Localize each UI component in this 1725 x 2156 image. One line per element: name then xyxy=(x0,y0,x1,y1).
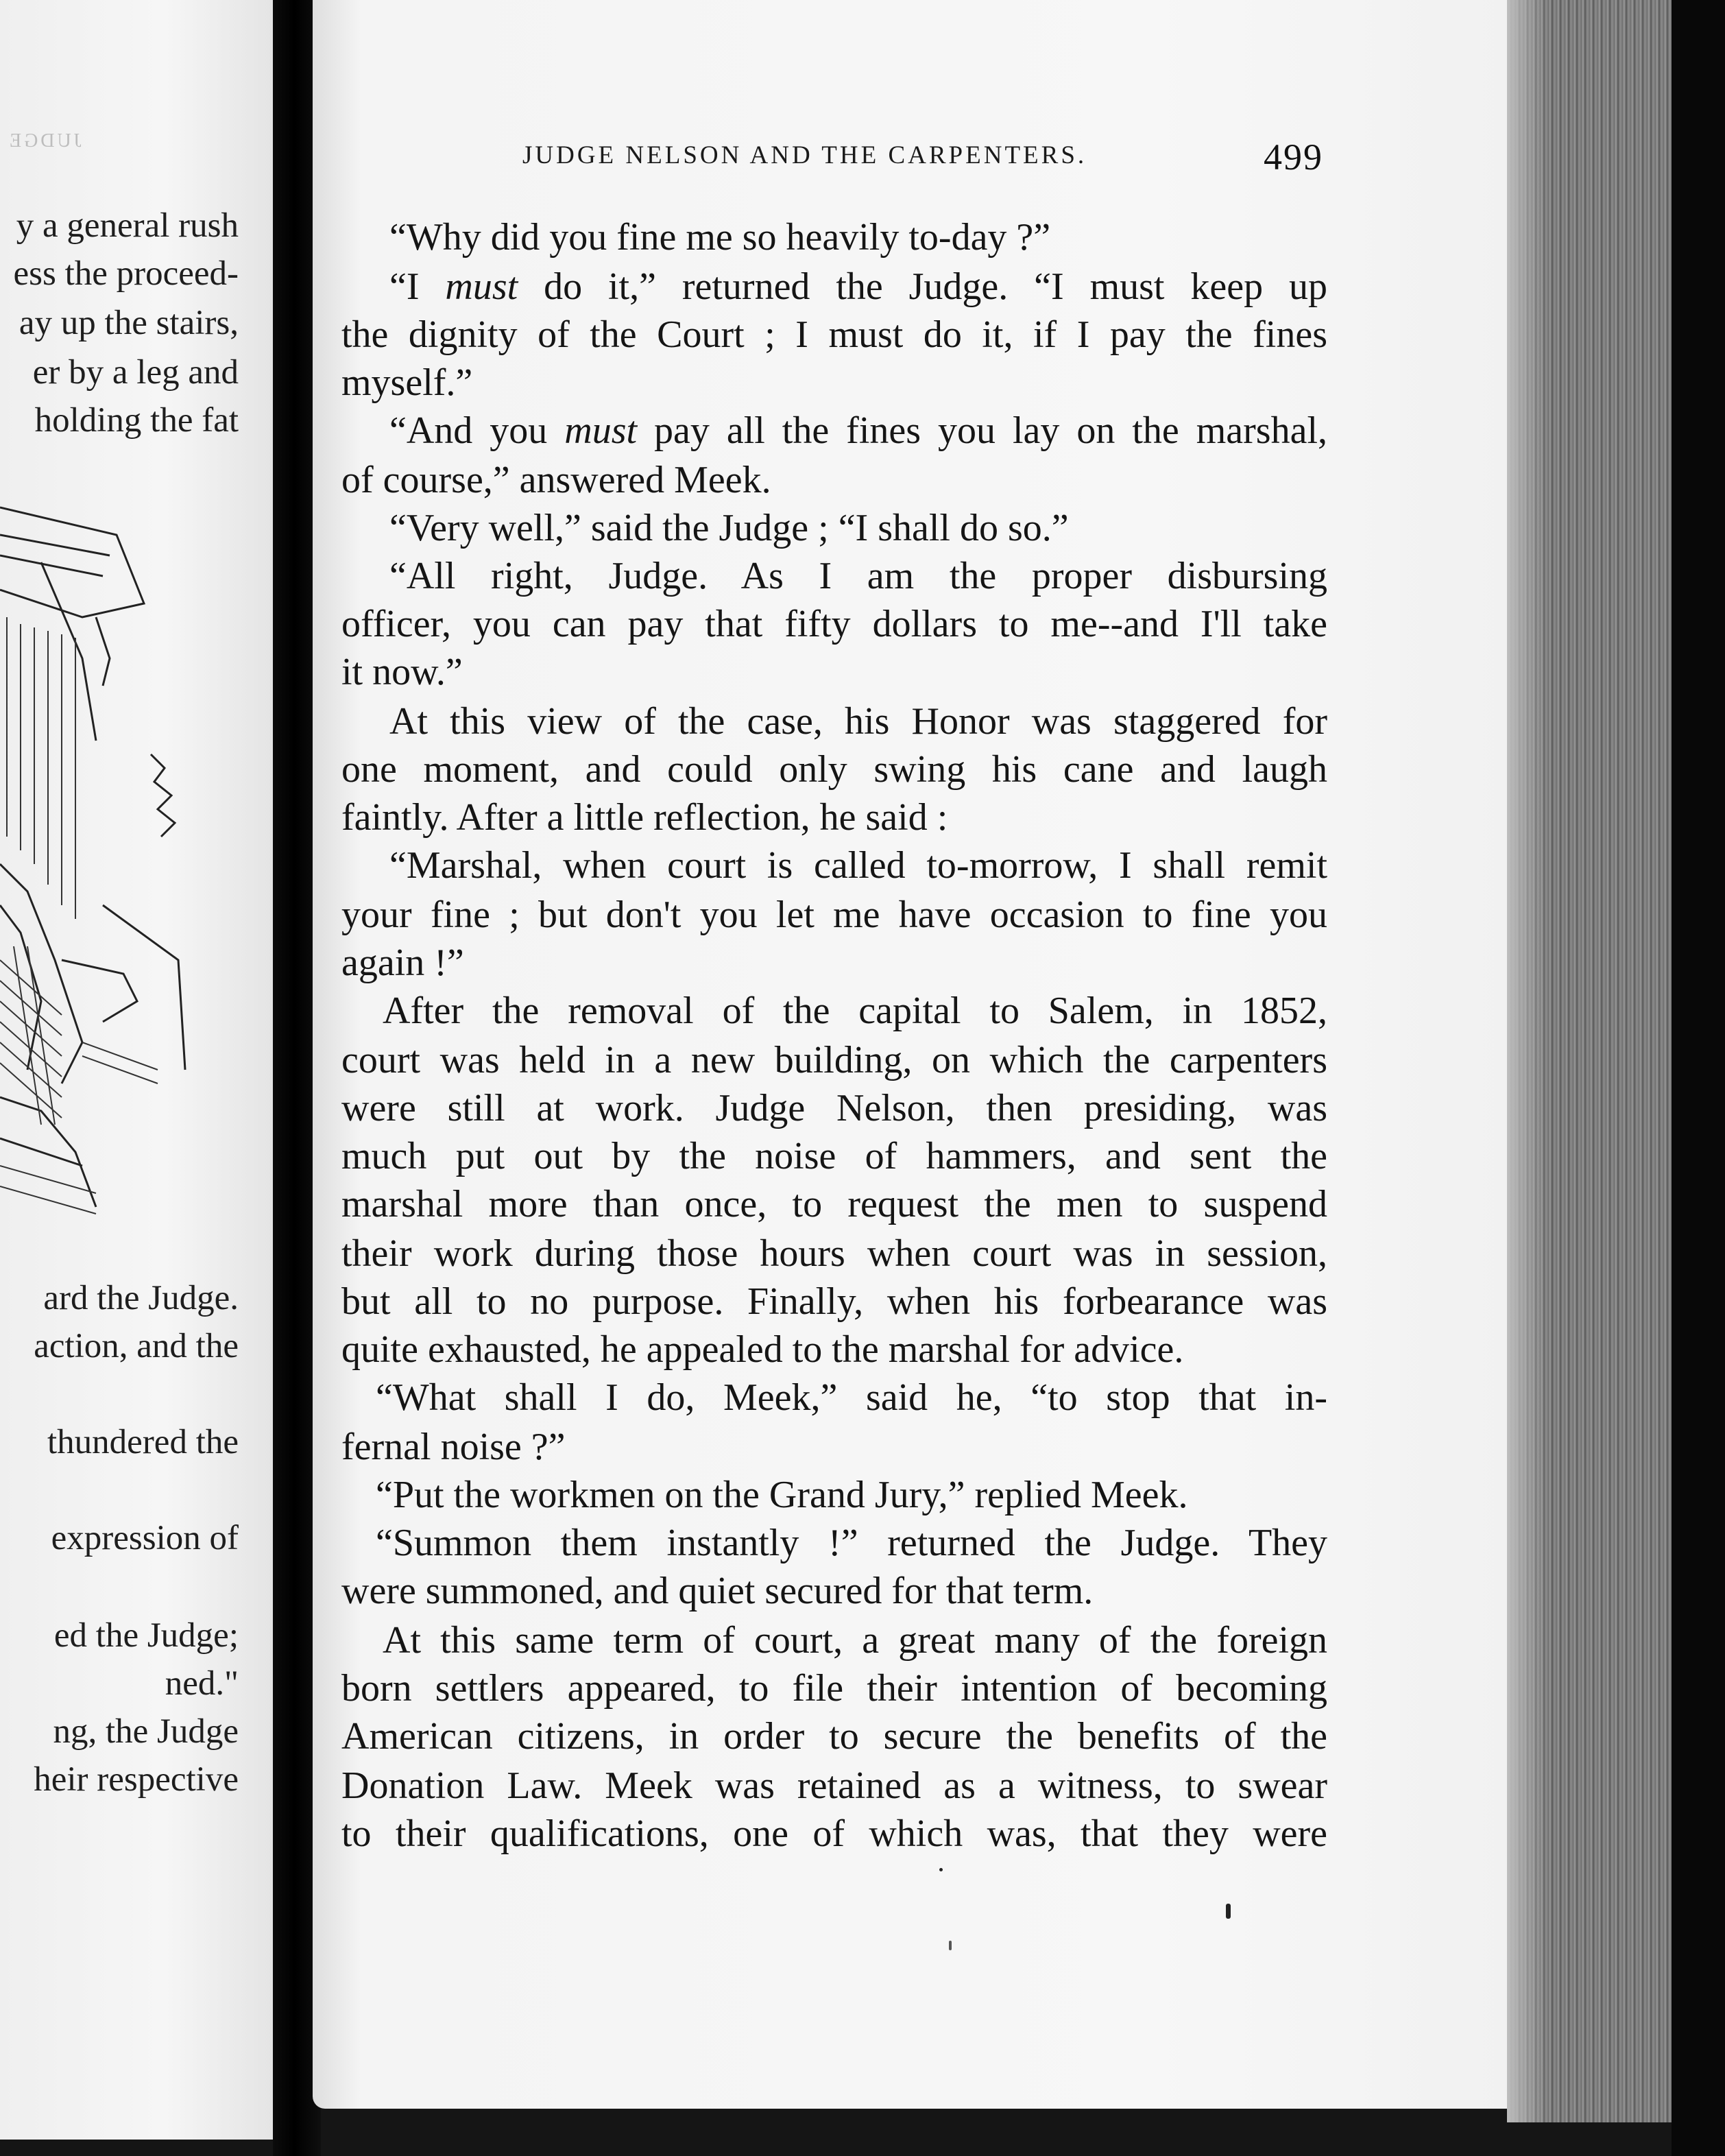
left-page-line: heir respective xyxy=(34,1760,239,1799)
ink-speck xyxy=(949,1941,952,1950)
left-page-line: ed the Judge; xyxy=(53,1616,239,1655)
page-edge-shade xyxy=(1507,0,1548,2122)
text-line: marshal more than once, to request the men to suspend xyxy=(341,1183,1327,1225)
text-line: “What shall I do, Meek,” said he, “to stop that in- xyxy=(376,1376,1327,1419)
text-line: were summoned, and quiet secured for that term. xyxy=(341,1570,1094,1612)
text-line: faintly. After a little reflection, he said : xyxy=(341,796,948,839)
text-line: “And you must pay all the fines you lay on the marshal, xyxy=(389,409,1327,452)
left-page-line: ess the proceed- xyxy=(13,254,239,293)
running-head: JUDGE NELSON AND THE CARPENTERS. xyxy=(522,141,1087,169)
text-line: of course,” answered Meek. xyxy=(341,459,771,501)
text-line: were still at work. Judge Nelson, then presiding, was xyxy=(341,1087,1327,1129)
text-line: their work during those hours when court was in session, xyxy=(341,1232,1327,1275)
left-page-line: y a general rush xyxy=(16,206,239,245)
scan-border xyxy=(1672,0,1725,2156)
text-line: “Very well,” said the Judge ; “I shall do so.” xyxy=(389,507,1069,549)
text-line: born settlers appeared, to file their intention of becoming xyxy=(341,1667,1327,1710)
left-page-line: action, and the xyxy=(34,1327,239,1365)
text-line: officer, you can pay that fifty dollars to me--and I'll take xyxy=(341,603,1327,645)
text-line: “All right, Judge. As I am the proper disbursing xyxy=(389,555,1327,597)
text-line: American citizens, in order to secure the benefits of the xyxy=(341,1715,1327,1758)
left-page-line: holding the fat xyxy=(34,401,239,440)
left-page-line: expression of xyxy=(51,1519,239,1557)
text-line: quite exhausted, he appealed to the marshal for advice. xyxy=(341,1328,1184,1371)
text-line: After the removal of the capital to Salem, in 1852, xyxy=(383,990,1327,1032)
emphasis-must: must xyxy=(445,265,518,308)
text-line: but all to no purpose. Finally, when his forbearance was xyxy=(341,1280,1327,1323)
text-line: much put out by the noise of hammers, and sent the xyxy=(341,1135,1327,1177)
left-running-head-bleed: JUDGE xyxy=(7,130,82,152)
left-page-line: thundered the xyxy=(47,1423,239,1461)
text-line: it now.” xyxy=(341,651,463,693)
ink-speck xyxy=(1226,1904,1231,1919)
ink-speck xyxy=(939,1868,943,1871)
left-page-line: ng, the Judge xyxy=(53,1712,239,1751)
text-line: myself.” xyxy=(341,361,473,404)
text-line: to their qualifications, one of which was, that they were xyxy=(341,1812,1327,1855)
emphasis-must: must xyxy=(564,409,638,452)
page-number: 499 xyxy=(1264,136,1323,178)
left-page-line: ned." xyxy=(165,1664,239,1703)
text-line: Donation Law. Meek was retained as a witness, to swear xyxy=(341,1764,1327,1807)
left-page-line: er by a leg and xyxy=(32,353,239,392)
text-line: your fine ; but don't you let me have occasion to fine you xyxy=(341,894,1327,936)
text-line: fernal noise ?” xyxy=(341,1426,566,1468)
text-line: “I must do it,” returned the Judge. “I must keep up xyxy=(389,265,1327,308)
text-line: the dignity of the Court ; I must do it, if I pay the fines xyxy=(341,313,1327,356)
text-line: “Put the workmen on the Grand Jury,” replied Meek. xyxy=(376,1474,1188,1516)
text-line: “Marshal, when court is called to-morrow, I shall remit xyxy=(389,844,1327,887)
left-page-line: ay up the stairs, xyxy=(19,304,239,342)
text-line: court was held in a new building, on which the carpenters xyxy=(341,1039,1327,1081)
text-line: one moment, and could only swing his cane and laugh xyxy=(341,748,1327,791)
text-line: “Why did you fine me so heavily to-day ?” xyxy=(389,216,1051,259)
left-page-line: ard the Judge. xyxy=(43,1279,239,1317)
left-page-fragment xyxy=(0,0,274,2140)
text-line: again !” xyxy=(341,942,464,984)
engraving-illustration xyxy=(0,480,206,1234)
text-line: “Summon them instantly !” returned the Judge. They xyxy=(376,1522,1327,1564)
text-line: At this view of the case, his Honor was staggered for xyxy=(389,700,1327,743)
text-line: At this same term of court, a great many of the foreign xyxy=(383,1619,1327,1662)
